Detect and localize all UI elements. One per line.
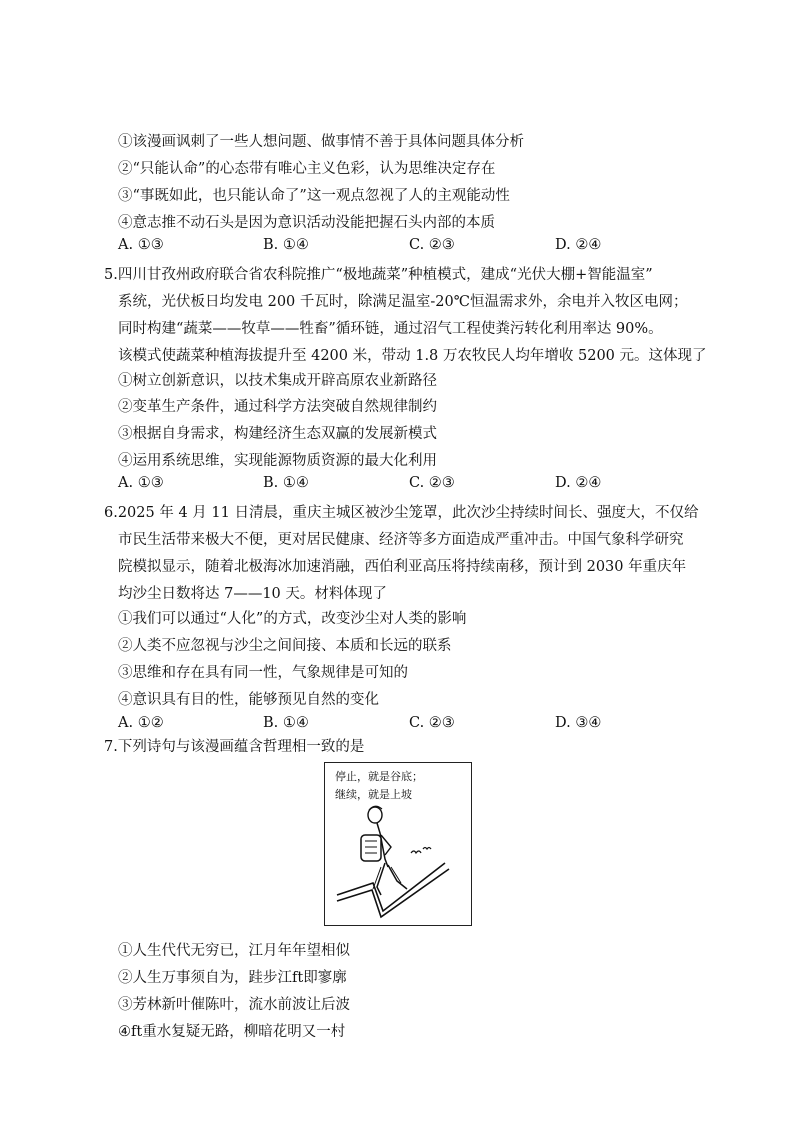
q7-stem: 7.下列诗句与该漫画蕴含哲理相一致的是 bbox=[104, 739, 365, 755]
climber-drawing bbox=[325, 763, 471, 925]
q6-statement-1: ①我们可以通过“人化”的方式，改变沙尘对人类的影响 bbox=[118, 611, 467, 627]
q5-statement-4: ④运用系统思维，实现能源物质资源的最大化利用 bbox=[118, 453, 437, 469]
q6-stem-line-3: 院模拟显示，随着北极海冰加速消融，西伯利亚高压将持续南移，预计到 2030 年重庆年 bbox=[118, 559, 687, 575]
q6-option-c: C. ②③ bbox=[409, 715, 455, 731]
q6-statement-2: ②人类不应忽视与沙尘之间间接、本质和长远的联系 bbox=[118, 638, 452, 654]
q6-option-a: A. ①② bbox=[118, 715, 164, 731]
q4-option-d: D. ②④ bbox=[555, 237, 602, 253]
q7-statement-1: ①人生代代无穷已，江月年年望相似 bbox=[118, 943, 350, 959]
q4-statement-1: ①该漫画讽刺了一些人想问题、做事情不善于具体问题具体分析 bbox=[118, 134, 524, 150]
q6-stem-line-4: 均沙尘日数将达 7——10 天。材料体现了 bbox=[118, 586, 387, 602]
q6-statement-4: ④意识具有目的性，能够预见自然的变化 bbox=[118, 692, 379, 708]
cartoon-caption-line-2: 继续，就是上坡 bbox=[335, 788, 412, 801]
q5-stem-line-1: 5.四川甘孜州政府联合省农科院推广“极地蔬菜”种植模式，建成“光伏大棚+智能温室” bbox=[104, 267, 653, 283]
q4-statement-4: ④意志推不动石头是因为意识活动没能把握石头内部的本质 bbox=[118, 215, 495, 231]
q5-option-d: D. ②④ bbox=[555, 475, 602, 491]
q6-option-b: B. ①④ bbox=[263, 715, 309, 731]
q5-option-a: A. ①③ bbox=[118, 475, 164, 491]
q4-option-c: C. ②③ bbox=[409, 237, 455, 253]
q5-option-b: B. ①④ bbox=[263, 475, 309, 491]
q6-option-d: D. ③④ bbox=[555, 715, 602, 731]
q4-option-b: B. ①④ bbox=[263, 237, 309, 253]
q7-statement-3: ③芳林新叶催陈叶，流水前波让后波 bbox=[118, 997, 350, 1013]
q5-stem-line-3: 同时构建“蔬菜——牧草——牲畜”循环链，通过沼气工程使粪污转化利用率达 90%。 bbox=[118, 321, 663, 337]
q6-options bbox=[118, 712, 638, 734]
q6-statement-3: ③思维和存在具有同一性，气象规律是可知的 bbox=[118, 665, 408, 681]
q5-options bbox=[118, 472, 638, 494]
q5-stem-line-2: 系统，光伏板日均发电 200 千瓦时，除满足温室-20℃恒温需求外，余电并入牧区电网； bbox=[118, 294, 688, 310]
q4-statement-2: ②“只能认命”的心态带有唯心主义色彩，认为思维决定存在 bbox=[118, 161, 496, 177]
q5-statement-2: ②变革生产条件，通过科学方法突破自然规律制约 bbox=[118, 399, 437, 415]
q4-option-a: A. ①③ bbox=[118, 237, 164, 253]
q7-statement-2: ②人生万事须自为，跬步江ft即寥廓 bbox=[118, 970, 347, 986]
q4-options bbox=[118, 234, 638, 256]
q7-statement-4: ④ft重水复疑无路，柳暗花明又一村 bbox=[118, 1024, 346, 1040]
q5-statement-3: ③根据自身需求，构建经济生态双赢的发展新模式 bbox=[118, 426, 437, 442]
q6-stem-line-2: 市民生活带来极大不便，更对居民健康、经济等多方面造成严重冲击。中国气象科学研究 bbox=[118, 532, 684, 548]
q5-statement-1: ①树立创新意识，以技术集成开辟高原农业新路径 bbox=[118, 373, 437, 389]
q6-stem-line-1: 6.2025 年 4 月 11 日清晨，重庆主城区被沙尘笼罩，此次沙尘持续时间长、强度大，不仅给 bbox=[104, 505, 699, 521]
q5-stem-line-4: 该模式使蔬菜种植海拔提升至 4200 米，带动 1.8 万农牧民人均年增收 5200 元。这体现了 bbox=[118, 348, 707, 364]
cartoon-caption-line-1: 停止，就是谷底； bbox=[335, 770, 423, 783]
q4-statement-3: ③“事既如此，也只能认命了”这一观点忽视了人的主观能动性 bbox=[118, 188, 510, 204]
q5-option-c: C. ②③ bbox=[409, 475, 455, 491]
cartoon-illustration bbox=[324, 762, 472, 926]
